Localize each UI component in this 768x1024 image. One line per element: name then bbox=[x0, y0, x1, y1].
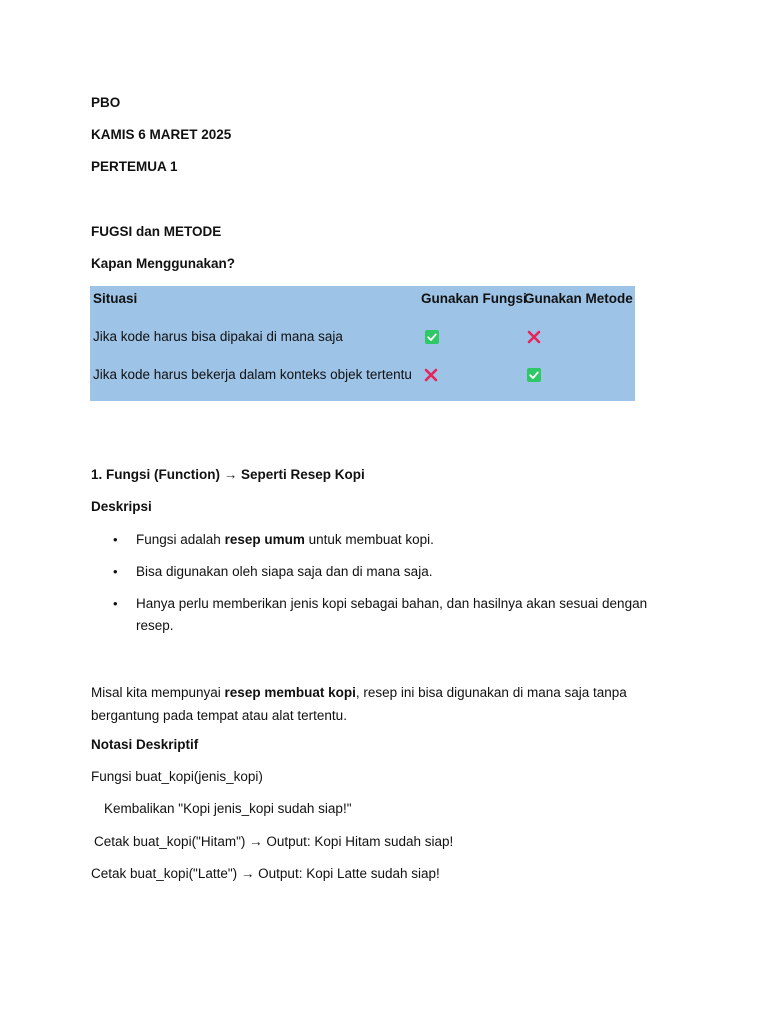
check-icon bbox=[425, 330, 439, 344]
intro-paragraph: Misal kita mempunyai resep membuat kopi, resep ini bisa digunakan di mana saja tanpa bergantung pada tempat atau alat tertentu. bbox=[91, 685, 627, 723]
section-title: FUGSI dan METODE bbox=[91, 224, 222, 239]
code-line: Cetak buat_kopi("Latte") → Output: Kopi Latte sudah siap! bbox=[91, 866, 440, 881]
comparison-table bbox=[90, 286, 635, 401]
cross-icon bbox=[424, 368, 438, 382]
bullet-icon: • bbox=[113, 596, 118, 611]
code-line: Cetak buat_kopi("Hitam") → Output: Kopi Hitam sudah siap! bbox=[94, 834, 454, 849]
cross-icon bbox=[527, 330, 541, 344]
function-heading: 1. Fungsi (Function) → Seperti Resep Kopi bbox=[91, 467, 365, 482]
table-row-2-situation: Jika kode harus bekerja dalam konteks objek tertentu bbox=[93, 367, 412, 382]
table-header-situasi: Situasi bbox=[93, 291, 138, 306]
course-title: PBO bbox=[91, 95, 121, 110]
date-line: KAMIS 6 MARET 2025 bbox=[91, 127, 232, 142]
code-line: Kembalikan "Kopi jenis_kopi sudah siap!" bbox=[104, 801, 352, 816]
check-icon bbox=[527, 368, 541, 382]
question-heading: Kapan Menggunakan? bbox=[91, 256, 236, 271]
list-item: Hanya perlu memberikan jenis kopi sebagai bahan, dan hasilnya akan sesuai dengan resep. bbox=[136, 596, 648, 633]
code-line: Fungsi buat_kopi(jenis_kopi) bbox=[91, 769, 263, 784]
list-item: Fungsi adalah resep umum untuk membuat kopi. bbox=[136, 532, 434, 547]
table-row-1-situation: Jika kode harus bisa dipakai di mana saja bbox=[93, 329, 343, 344]
list-item: Bisa digunakan oleh siapa saja dan di mana saja. bbox=[136, 564, 433, 579]
bullet-icon: • bbox=[113, 564, 118, 579]
table-header-metode: Gunakan Metode bbox=[524, 291, 633, 306]
description-label: Deskripsi bbox=[91, 499, 152, 514]
arrow-icon: → bbox=[223, 467, 238, 482]
notation-label: Notasi Deskriptif bbox=[91, 737, 199, 752]
meeting-line: PERTEMUA 1 bbox=[91, 159, 178, 174]
table-header-fungsi: Gunakan Fungsi bbox=[421, 291, 527, 306]
bullet-icon: • bbox=[113, 532, 118, 547]
